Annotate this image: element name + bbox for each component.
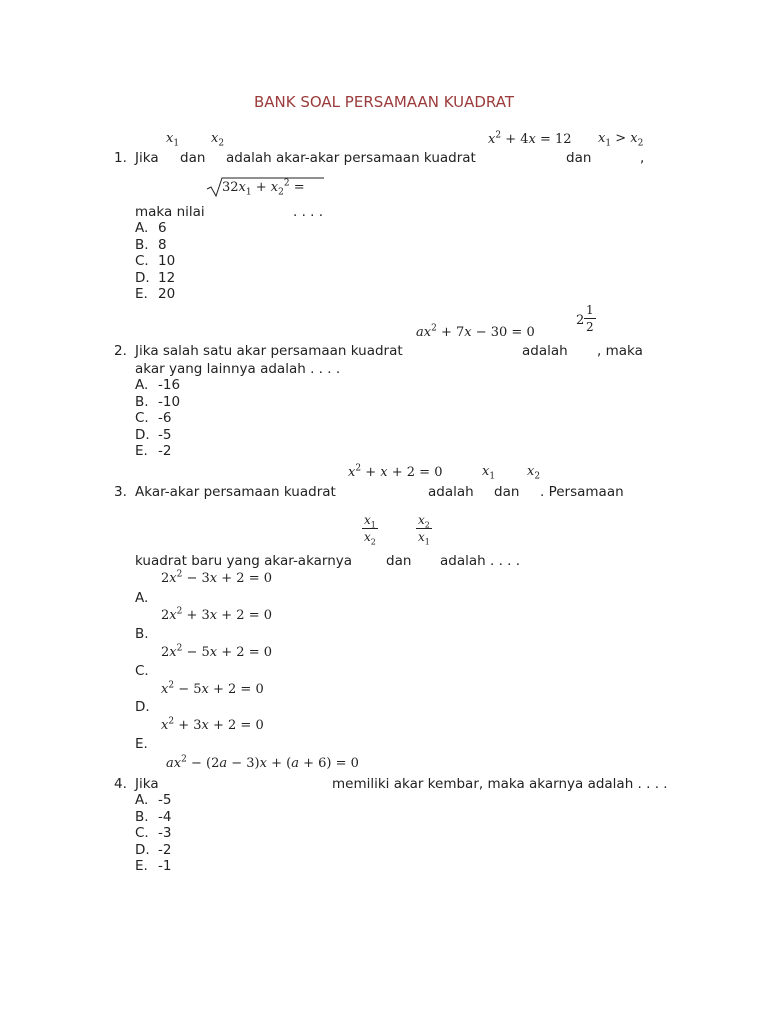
option-letter: D. (135, 270, 150, 286)
option-letter: D. (135, 427, 150, 443)
q3-x1-math: $x_1$ (482, 464, 496, 482)
option-letter: B. (135, 809, 149, 825)
option-letter: B. (135, 237, 149, 253)
option-letter: B. (135, 394, 149, 410)
document-page: BANK SOAL PERSAMAAN KUADRAT $x_1$ $x_2$ $x^2 + 4x = 12$ $x_1 > x_2$ 1. Jika dan adalah akar-akar persamaan kuadrat dan , $32x_1 + x_2^2$ = maka nilai . . . . A. 6 B. 8 C. 10 D. 12 E. 20 $ax^2 + 7x - 30 = 0$ 2 $\frac{1}{2}$ 2. Jika salah satu akar persamaan kuadrat adalah , maka akar yang lainnya adalah . . . . A. -16 B. -10 C. -6 D. -5 E. -2 $x^2 + x + 2 = 0$ $x_1$ $x_2$ 3. Akar-akar persamaan kuadrat adalah dan . Persamaan $\frac{x_1}{x_2}$ $\frac{x_2}{x_1}$ kuadrat baru yang akar-akarnya dan adalah . . . . $2x^2 - 3x + 2 = 0$ A. $2x^2 + 3x + 2 = 0$ B. $2x^2 - 5x + 2 = 0$ C. $x^2 - 5x + 2 = 0$ D. $x^2 + 3x + 2 = 0$ E. $ax^2 - (2a - 3)x + (a + 6) = 0$ 4. Jika memiliki akar kembar, maka akarnya adalah . . . . A. -5 B. -4 C. -3 D. -2 E. -1 (0, 0, 768, 1024)
q4-text-rest: memiliki akar kembar, maka akarnya adalah . . . . (332, 776, 668, 792)
page-title: BANK SOAL PERSAMAAN KUADRAT (253, 93, 514, 111)
option-letter: C. (135, 663, 149, 679)
q1-number: 1. (114, 150, 127, 166)
q2-equation-math: $ax^2 + 7x - 30 = 0$ (416, 323, 535, 340)
option-letter: E. (135, 286, 148, 302)
q2-text-adalah: adalah (522, 343, 568, 359)
option-value: 8 (158, 237, 167, 253)
q3-text-dan-2: dan (386, 553, 412, 569)
q1-text-comma: , (640, 150, 645, 166)
option-letter: C. (135, 253, 149, 269)
option-value: -3 (158, 825, 172, 841)
option-value: 6 (158, 220, 167, 236)
option-letter: A. (135, 220, 149, 236)
q1-text-jika: Jika (135, 150, 159, 166)
q2-text-line2: akar yang lainnya adalah . . . . (135, 361, 341, 377)
option-value: -5 (158, 427, 172, 443)
q2-text-maka: , maka (597, 343, 643, 359)
q4-equation-math: $ax^2 - (2a - 3)x + (a + 6) = 0$ (166, 754, 359, 771)
q3-text-dan: dan (494, 484, 520, 500)
option-value: -5 (158, 792, 172, 808)
q1-text-dan-2: dan (566, 150, 592, 166)
option-letter: C. (135, 825, 149, 841)
option-letter: E. (135, 736, 148, 752)
q1-text-dan: dan (180, 150, 206, 166)
q1-text-adalah: adalah akar-akar persamaan kuadrat (226, 150, 476, 166)
option-value: -2 (158, 842, 172, 858)
option-value: 20 (158, 286, 176, 302)
option-value: 10 (158, 253, 176, 269)
option-value: 12 (158, 270, 176, 286)
q1-condition-math: $x_1 > x_2$ (598, 131, 644, 149)
option-value: -10 (158, 394, 181, 410)
q3-equation-math: $x^2 + x + 2 = 0$ (348, 463, 443, 480)
option-value: -2 (158, 443, 172, 459)
q1-x2-math: $x_2$ (211, 131, 225, 149)
q3-x2-math: $x_2$ (527, 464, 541, 482)
q3-text-persamaan: . Persamaan (540, 484, 624, 500)
q1-equation-math: $x^2 + 4x = 12$ (488, 130, 572, 147)
q1-text-dots: . . . . (293, 204, 324, 220)
option-letter: C. (135, 410, 149, 426)
q4-number: 4. (114, 776, 127, 792)
q1-text-maka-nilai: maka nilai (135, 204, 205, 220)
option-letter: E. (135, 443, 148, 459)
q3-fraction-x1-over-x2: $\frac{x_1}{x_2}$ (364, 513, 376, 547)
option-letter: A. (135, 792, 149, 808)
option-value: -4 (158, 809, 172, 825)
q3-number: 3. (114, 484, 127, 500)
option-letter: A. (135, 590, 149, 606)
option-value: -16 (158, 377, 181, 393)
q3-text-adalah-2: adalah . . . . (440, 553, 521, 569)
q3-text-line2: kuadrat baru yang akar-akarnya (135, 553, 353, 569)
q3-text-adalah: adalah (428, 484, 474, 500)
option-value: -6 (158, 410, 172, 426)
option-value-math: $x^2 - 5x + 2 = 0$ (161, 680, 264, 697)
option-letter: E. (135, 858, 148, 874)
option-value-math: $2x^2 - 3x + 2 = 0$ (161, 569, 272, 586)
q2-number: 2. (114, 343, 127, 359)
option-value-math: $2x^2 - 5x + 2 = 0$ (161, 643, 272, 660)
q3-fraction-x2-over-x1: $\frac{x_2}{x_1}$ (418, 513, 430, 547)
q2-text-line1: Jika salah satu akar persamaan kuadrat (135, 343, 403, 359)
option-letter: D. (135, 842, 150, 858)
option-value-math: $x^2 + 3x + 2 = 0$ (161, 716, 264, 733)
option-letter: A. (135, 377, 149, 393)
option-letter: B. (135, 626, 149, 642)
q4-text-jika: Jika (135, 776, 159, 792)
option-value: -1 (158, 858, 172, 874)
q3-text-line1: Akar-akar persamaan kuadrat (135, 484, 336, 500)
option-value-math: $2x^2 + 3x + 2 = 0$ (161, 606, 272, 623)
option-letter: D. (135, 699, 150, 715)
q1-x1-math: $x_1$ (166, 131, 180, 149)
